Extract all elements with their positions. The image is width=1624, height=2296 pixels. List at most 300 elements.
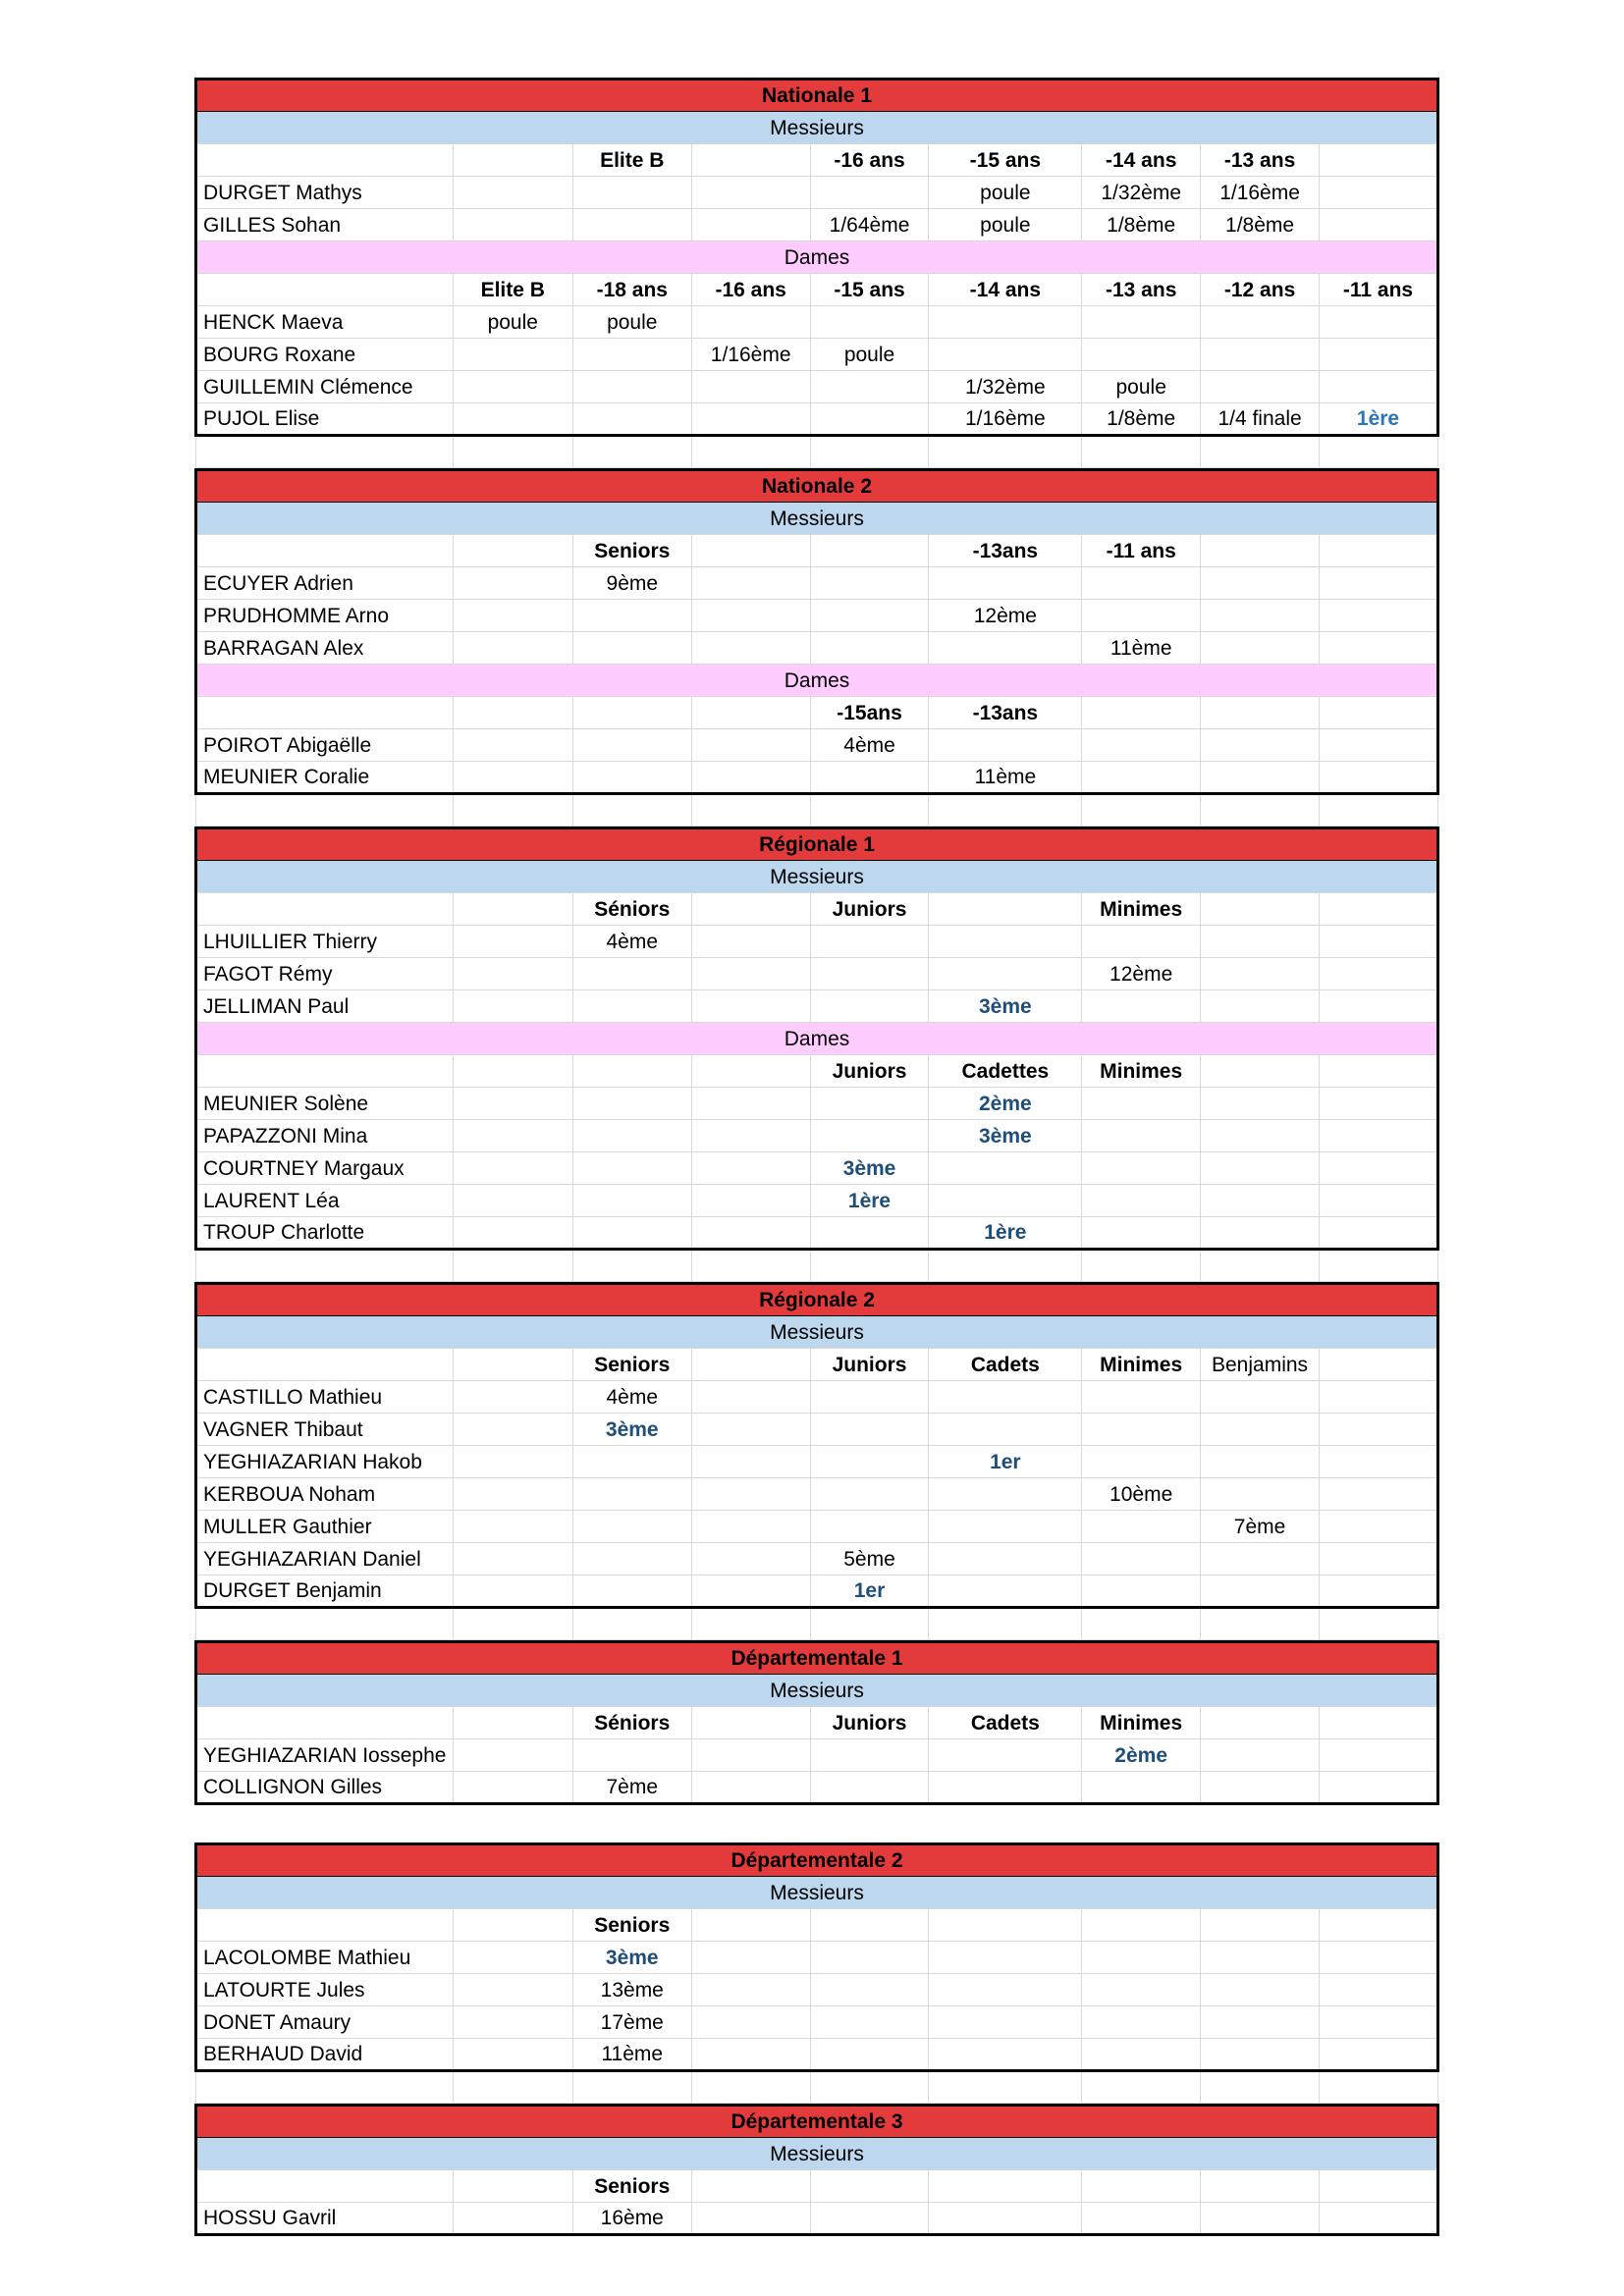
category-header (196, 697, 454, 729)
result-cell (1082, 1974, 1201, 2006)
result-cell (453, 632, 572, 665)
result-cell (1201, 990, 1320, 1023)
result-cell (929, 1543, 1082, 1575)
result-cell (1201, 1772, 1320, 1804)
category-header: Minimes (1082, 1707, 1201, 1739)
category-header (691, 535, 810, 567)
section-table (194, 1640, 1439, 1805)
result-cell (1319, 1575, 1437, 1608)
athlete-row (196, 567, 1438, 600)
result-cell (572, 1088, 691, 1120)
result-cell (1320, 209, 1438, 241)
result-cell (453, 2039, 572, 2071)
result-cell (453, 371, 572, 403)
section-title: Départementale 3 (196, 2106, 1438, 2138)
result-cell (453, 600, 572, 632)
result-cell (572, 1478, 691, 1511)
category-header (929, 1909, 1082, 1942)
category-header: Elite B (453, 274, 572, 306)
result-cell: 16ème (572, 2203, 691, 2235)
athlete-name: VAGNER Thibaut (196, 1414, 454, 1446)
result-cell (929, 958, 1082, 990)
result-cell (572, 729, 691, 762)
spacer-cell (572, 794, 691, 827)
result-cell (1319, 2203, 1437, 2235)
result-cell: 1/4 finale (1201, 403, 1320, 436)
result-cell (1201, 1088, 1320, 1120)
category-header: Minimes (1082, 1349, 1201, 1381)
athlete-row (196, 1511, 1438, 1543)
group-label-messieurs: Messieurs (196, 503, 1438, 535)
result-cell (929, 2006, 1082, 2039)
category-header (929, 893, 1082, 926)
section-title: Départementale 2 (196, 1844, 1438, 1877)
result-cell (1201, 567, 1320, 600)
result-cell (453, 177, 572, 209)
spacer-cell (1082, 1250, 1201, 1282)
result-cell (1201, 1217, 1320, 1250)
result-cell (691, 2203, 810, 2235)
result-cell (1201, 2006, 1320, 2039)
athlete-row (196, 990, 1438, 1023)
spacer-cell (453, 436, 572, 468)
section-table (194, 468, 1439, 827)
result-cell (453, 403, 572, 436)
result-cell (453, 1478, 572, 1511)
spacer-cell (1201, 1250, 1320, 1282)
result-cell (929, 1381, 1082, 1414)
category-header (453, 1707, 572, 1739)
spacer-cell (691, 1608, 810, 1640)
result-cell (453, 926, 572, 958)
category-header (1320, 697, 1438, 729)
athlete-name: POIROT Abigaëlle (196, 729, 454, 762)
category-header (1201, 1707, 1320, 1739)
category-header: -15ans (810, 697, 929, 729)
spacer-cell (1082, 794, 1201, 827)
result-cell (1201, 1120, 1320, 1152)
athlete-row (196, 306, 1438, 339)
athlete-row (196, 339, 1438, 371)
result-cell (1201, 339, 1320, 371)
athlete-name: YEGHIAZARIAN Hakob (196, 1446, 454, 1478)
result-cell (691, 306, 810, 339)
athlete-row (196, 1152, 1438, 1185)
athlete-name: LHUILLIER Thierry (196, 926, 454, 958)
result-cell: 9ème (572, 567, 691, 600)
result-cell (453, 1120, 572, 1152)
category-header (1201, 535, 1320, 567)
result-cell: poule (929, 177, 1082, 209)
category-header-row (196, 1055, 1438, 1088)
result-cell (691, 2039, 810, 2071)
result-cell (691, 1088, 810, 1120)
result-cell (453, 1772, 572, 1804)
athlete-name: HENCK Maeva (196, 306, 454, 339)
category-header (929, 2170, 1082, 2203)
category-header (1201, 1055, 1320, 1088)
athlete-row (196, 1088, 1438, 1120)
category-header: -11 ans (1082, 535, 1201, 567)
spacer-cell (810, 436, 929, 468)
result-cell (691, 209, 810, 241)
category-header-row (196, 697, 1438, 729)
spacer-cell (572, 2071, 691, 2104)
result-cell (691, 1152, 810, 1185)
result-cell (453, 209, 572, 241)
result-cell (691, 371, 810, 403)
category-header-row (196, 535, 1438, 567)
category-header (572, 697, 691, 729)
athlete-row (196, 1772, 1438, 1804)
section-title: Départementale 1 (196, 1642, 1438, 1675)
result-cell (1319, 1543, 1437, 1575)
athlete-row (196, 1185, 1438, 1217)
spacer-cell (1201, 794, 1320, 827)
result-cell: 10ème (1082, 1478, 1201, 1511)
category-header (1201, 697, 1320, 729)
result-cell: 1/8ème (1201, 209, 1320, 241)
athlete-name: JELLIMAN Paul (196, 990, 454, 1023)
category-header (453, 697, 572, 729)
result-cell (453, 339, 572, 371)
result-cell (1201, 1152, 1320, 1185)
result-cell (572, 1543, 691, 1575)
category-header (1201, 2170, 1320, 2203)
result-cell (453, 567, 572, 600)
result-cell (1201, 926, 1320, 958)
result-cell (929, 567, 1082, 600)
result-cell: 3ème (572, 1942, 691, 1974)
result-cell (1201, 1185, 1320, 1217)
result-cell (453, 1185, 572, 1217)
result-cell (1320, 371, 1438, 403)
result-cell (810, 632, 929, 665)
spacer-cell (929, 1250, 1082, 1282)
result-cell (1082, 926, 1201, 958)
category-header: -13ans (929, 697, 1082, 729)
result-cell (691, 1381, 810, 1414)
result-cell (691, 762, 810, 794)
result-cell (691, 1974, 810, 2006)
category-header: Séniors (572, 893, 691, 926)
category-header: Minimes (1082, 1055, 1201, 1088)
category-header (453, 893, 572, 926)
result-cell (929, 2039, 1082, 2071)
result-cell: 11ème (1082, 632, 1201, 665)
category-header: -13 ans (1082, 274, 1201, 306)
result-cell (1201, 1575, 1320, 1608)
result-cell (691, 990, 810, 1023)
result-cell (1319, 1974, 1437, 2006)
athlete-row (196, 1942, 1438, 1974)
result-cell (929, 729, 1082, 762)
section-table (194, 78, 1439, 468)
result-cell (691, 403, 810, 436)
category-header: Seniors (572, 1909, 691, 1942)
result-cell (810, 2039, 929, 2071)
result-cell (1201, 2039, 1320, 2071)
result-cell (572, 403, 691, 436)
result-cell (1319, 2039, 1437, 2071)
category-header: -15 ans (810, 274, 929, 306)
result-cell (572, 1511, 691, 1543)
result-cell: 1er (810, 1575, 929, 1608)
category-header: Cadets (929, 1707, 1082, 1739)
result-cell (1082, 1381, 1201, 1414)
category-header-row (196, 893, 1438, 926)
result-cell (810, 1974, 929, 2006)
athlete-name: FAGOT Rémy (196, 958, 454, 990)
category-header (691, 144, 810, 177)
result-cell (453, 1381, 572, 1414)
athlete-name: PRUDHOMME Arno (196, 600, 454, 632)
result-cell (691, 1772, 810, 1804)
result-cell (810, 1414, 929, 1446)
category-header: -16 ans (691, 274, 810, 306)
result-cell (691, 2006, 810, 2039)
group-label-messieurs: Messieurs (196, 1675, 1438, 1707)
category-header (810, 535, 929, 567)
result-cell: 4ème (572, 926, 691, 958)
athlete-row (196, 1575, 1438, 1608)
group-label-dames: Dames (196, 241, 1438, 274)
category-header: -11 ans (1320, 274, 1438, 306)
result-cell (453, 2203, 572, 2235)
result-cell (453, 1974, 572, 2006)
athlete-name: MULLER Gauthier (196, 1511, 454, 1543)
category-header (1319, 1349, 1437, 1381)
athlete-row (196, 632, 1438, 665)
category-header (196, 1707, 454, 1739)
result-cell (691, 1543, 810, 1575)
category-header (691, 1055, 810, 1088)
result-cell (1320, 567, 1438, 600)
category-header: -13 ans (1201, 144, 1320, 177)
athlete-name: HOSSU Gavril (196, 2203, 454, 2235)
spacer-cell (1201, 1608, 1320, 1640)
spacer-cell (929, 2071, 1082, 2104)
category-header: -16 ans (810, 144, 929, 177)
result-cell (691, 1511, 810, 1543)
result-cell (1319, 1478, 1437, 1511)
result-cell (691, 632, 810, 665)
athlete-name: MEUNIER Solène (196, 1088, 454, 1120)
result-cell (1201, 1381, 1320, 1414)
category-header (453, 1909, 572, 1942)
result-cell (810, 926, 929, 958)
result-cell (572, 1120, 691, 1152)
result-cell (1201, 1478, 1320, 1511)
result-cell (1320, 762, 1438, 794)
result-cell (453, 762, 572, 794)
result-cell: 1/32ème (929, 371, 1082, 403)
result-cell (1082, 1152, 1201, 1185)
result-cell (1201, 371, 1320, 403)
category-header: Seniors (572, 535, 691, 567)
result-cell (691, 926, 810, 958)
category-header (453, 1055, 572, 1088)
athlete-row (196, 926, 1438, 958)
result-cell (1082, 2203, 1201, 2235)
result-cell: poule (572, 306, 691, 339)
result-cell: 1ère (1320, 403, 1438, 436)
result-cell (810, 1217, 929, 1250)
result-cell (691, 1217, 810, 1250)
spacer-cell (196, 2071, 454, 2104)
section-title: Régionale 2 (196, 1284, 1438, 1316)
spacer-cell (810, 794, 929, 827)
category-header: Seniors (572, 2170, 691, 2203)
athlete-row (196, 1974, 1438, 2006)
athlete-name: TROUP Charlotte (196, 1217, 454, 1250)
spacer-cell (691, 2071, 810, 2104)
result-cell (572, 339, 691, 371)
result-cell (1319, 990, 1437, 1023)
result-cell (1320, 632, 1438, 665)
category-header (572, 1055, 691, 1088)
category-header (1319, 1909, 1437, 1942)
result-cell: 13ème (572, 1974, 691, 2006)
group-label-messieurs: Messieurs (196, 112, 1438, 144)
category-header-row (196, 1349, 1438, 1381)
group-label-dames: Dames (196, 665, 1438, 697)
category-header (453, 1349, 572, 1381)
result-cell (1320, 306, 1438, 339)
result-cell (929, 1974, 1082, 2006)
result-cell (810, 2006, 929, 2039)
athlete-name: MEUNIER Coralie (196, 762, 454, 794)
result-cell (1320, 339, 1438, 371)
result-cell (691, 1120, 810, 1152)
result-cell (1201, 1974, 1320, 2006)
result-cell (810, 403, 929, 436)
group-label-messieurs: Messieurs (196, 1316, 1438, 1349)
category-header (1082, 1909, 1201, 1942)
athlete-name: CASTILLO Mathieu (196, 1381, 454, 1414)
athlete-row (196, 958, 1438, 990)
result-cell (1082, 567, 1201, 600)
athlete-name: YEGHIAZARIAN Daniel (196, 1543, 454, 1575)
category-header (196, 1349, 454, 1381)
result-cell (572, 371, 691, 403)
spacer-cell (453, 1608, 572, 1640)
result-cell (929, 2203, 1082, 2235)
category-header: Minimes (1082, 893, 1201, 926)
section-table (194, 2104, 1439, 2236)
result-cell (810, 600, 929, 632)
result-cell (453, 958, 572, 990)
category-header-row (196, 1909, 1438, 1942)
athlete-row (196, 2203, 1438, 2235)
result-cell (1201, 958, 1320, 990)
athlete-name: ECUYER Adrien (196, 567, 454, 600)
category-header: -18 ans (572, 274, 691, 306)
result-cell: 5ème (810, 1543, 929, 1575)
result-cell (572, 209, 691, 241)
result-cell (1319, 1942, 1437, 1974)
category-header (1201, 893, 1320, 926)
result-cell (1201, 1739, 1320, 1772)
result-cell (453, 1414, 572, 1446)
result-cell (453, 1575, 572, 1608)
result-cell (1201, 632, 1320, 665)
result-cell (1082, 1185, 1201, 1217)
category-header (1082, 697, 1201, 729)
category-header (691, 1349, 810, 1381)
result-cell (810, 1511, 929, 1543)
result-cell (1082, 339, 1201, 371)
category-header: -15 ans (929, 144, 1082, 177)
result-cell: 1/64ème (810, 209, 929, 241)
athlete-name: DONET Amaury (196, 2006, 454, 2039)
result-cell: 1/16ème (1201, 177, 1320, 209)
result-cell (1320, 729, 1438, 762)
result-cell (453, 990, 572, 1023)
category-header (1319, 2170, 1437, 2203)
athlete-row (196, 1478, 1438, 1511)
result-cell (1082, 762, 1201, 794)
result-cell: 1ère (810, 1185, 929, 1217)
group-label-dames: Dames (196, 1023, 1438, 1055)
category-header: Seniors (572, 1349, 691, 1381)
result-cell (572, 958, 691, 990)
spacer-cell (691, 436, 810, 468)
spacer-cell (810, 1250, 929, 1282)
spacer-cell (196, 794, 454, 827)
category-header (453, 535, 572, 567)
athlete-row (196, 1739, 1438, 1772)
section-gap (194, 1805, 1439, 1842)
result-cell (929, 1772, 1082, 1804)
category-header (196, 1055, 454, 1088)
result-cell: 1/8ème (1082, 403, 1201, 436)
result-cell: 2ème (1082, 1739, 1201, 1772)
category-header (453, 2170, 572, 2203)
category-header (691, 1707, 810, 1739)
result-cell (810, 1088, 929, 1120)
result-cell: poule (810, 339, 929, 371)
result-cell (1082, 1942, 1201, 1974)
result-cell (1201, 600, 1320, 632)
athlete-name: BERHAUD David (196, 2039, 454, 2071)
result-cell (691, 567, 810, 600)
athlete-name: PUJOL Elise (196, 403, 454, 436)
result-cell (572, 1575, 691, 1608)
result-cell (810, 1772, 929, 1804)
result-cell (572, 1217, 691, 1250)
result-cell (1201, 762, 1320, 794)
result-cell (1319, 1185, 1437, 1217)
category-header (196, 2170, 454, 2203)
group-label-messieurs: Messieurs (196, 2138, 1438, 2170)
result-cell (691, 1739, 810, 1772)
result-cell (1201, 1446, 1320, 1478)
category-header: Benjamins (1201, 1349, 1320, 1381)
result-cell: 1er (929, 1446, 1082, 1478)
result-cell (1201, 306, 1320, 339)
result-cell (1082, 1217, 1201, 1250)
category-header (1319, 1055, 1437, 1088)
result-cell: 2ème (929, 1088, 1082, 1120)
result-cell (1082, 1543, 1201, 1575)
category-header (453, 144, 572, 177)
category-header: -13ans (929, 535, 1082, 567)
result-cell (453, 2006, 572, 2039)
result-cell (1201, 729, 1320, 762)
spacer-cell (453, 1250, 572, 1282)
category-header (196, 1909, 454, 1942)
